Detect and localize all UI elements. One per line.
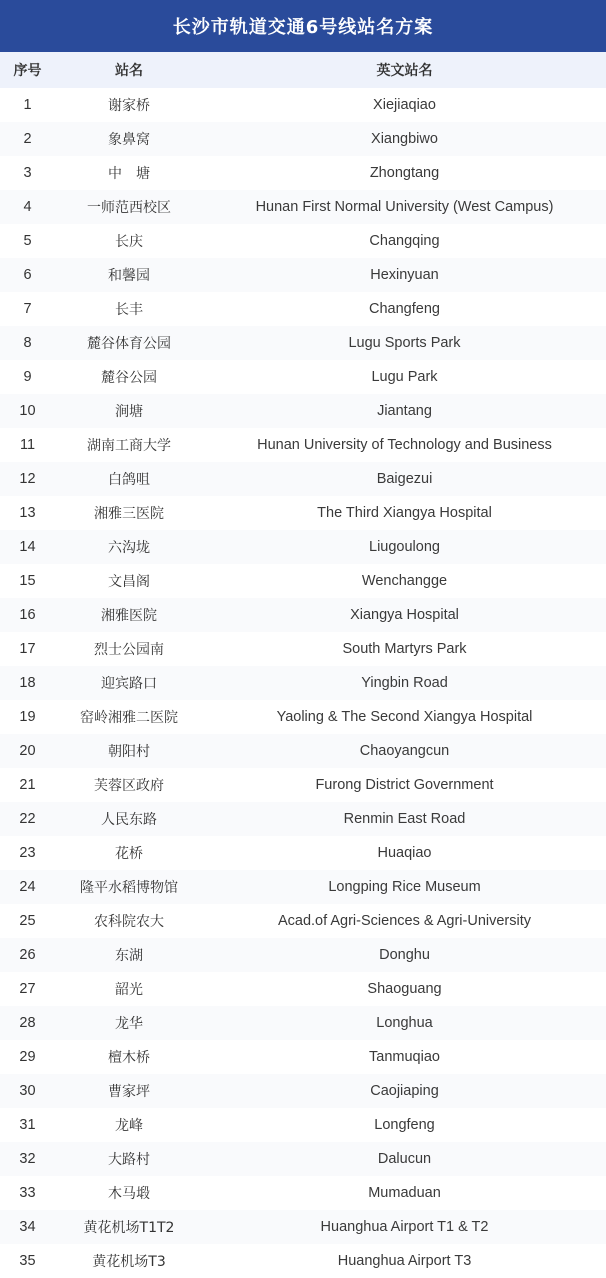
station-number: 25 (19, 913, 36, 929)
station-number: 9 (23, 369, 32, 385)
station-number: 32 (19, 1151, 36, 1167)
station-name-chinese: 文昌阁 (108, 574, 150, 590)
station-name-chinese: 谢家桥 (108, 98, 150, 114)
station-number: 16 (19, 607, 36, 623)
station-number: 21 (19, 777, 36, 793)
table-row (0, 666, 606, 700)
station-name-chinese: 大路村 (108, 1152, 150, 1168)
table-row (0, 1040, 606, 1074)
station-name-english: Hexinyuan (370, 267, 439, 283)
station-name-chinese: 朝阳村 (108, 744, 150, 760)
table-row (0, 258, 606, 292)
station-name-english: Longhua (376, 1015, 433, 1031)
station-table (0, 52, 606, 1278)
station-name-english: The Third Xiangya Hospital (317, 505, 492, 521)
station-name-chinese: 湘雅三医院 (94, 506, 164, 522)
station-number: 14 (19, 539, 36, 555)
station-name-english: Donghu (379, 947, 430, 963)
station-name-chinese: 和馨园 (108, 268, 150, 284)
station-name-chinese: 窑岭湘雅二医院 (80, 710, 178, 726)
station-name-english: Xiejiaqiao (373, 97, 436, 113)
station-name-english: Furong District Government (315, 777, 494, 793)
table-row (0, 768, 606, 802)
station-name-english: Dalucun (377, 1151, 432, 1167)
station-name-english: Zhongtang (369, 165, 440, 181)
table-row (0, 462, 606, 496)
table-row (0, 292, 606, 326)
station-name-english: Lugu Sports Park (348, 335, 461, 351)
station-number: 22 (19, 811, 36, 827)
station-name-english: Hunan First Normal University (West Campus) (255, 199, 554, 215)
station-name-chinese: 白鸽咀 (108, 472, 150, 488)
station-name-chinese: 一师范西校区 (87, 200, 171, 216)
station-name-chinese: 曹家坪 (108, 1084, 150, 1100)
station-name-chinese: 湖南工商大学 (87, 438, 171, 454)
station-name-chinese: 农科院农大 (94, 914, 164, 930)
station-name-chinese: 象鼻窝 (108, 132, 150, 148)
table-row (0, 88, 606, 122)
station-name-chinese: 麓谷公园 (101, 370, 157, 386)
table-row (0, 564, 606, 598)
station-name-english: Hunan University of Technology and Business (257, 437, 552, 453)
table-body (0, 88, 606, 1278)
station-number: 8 (23, 335, 32, 351)
station-name-english: Shaoguang (367, 981, 442, 997)
station-number: 4 (23, 199, 32, 215)
station-number: 35 (19, 1253, 36, 1269)
station-number: 3 (23, 165, 32, 181)
station-name-chinese: 韶光 (115, 982, 143, 998)
station-name-english: Xiangbiwo (371, 131, 438, 147)
station-number: 23 (19, 845, 36, 861)
station-name-english: Yingbin Road (361, 675, 448, 691)
table-row (0, 802, 606, 836)
station-name-chinese: 黄花机场T3 (92, 1254, 166, 1270)
station-name-english: Mumaduan (368, 1185, 441, 1201)
column-header-english-name: 英文站名 (376, 63, 433, 79)
station-number: 11 (19, 437, 36, 453)
station-name-english: Longping Rice Museum (328, 879, 481, 895)
station-number: 10 (19, 403, 36, 419)
station-number: 6 (23, 267, 32, 283)
table-row (0, 904, 606, 938)
station-number: 33 (19, 1185, 36, 1201)
station-name-chinese: 麓谷体育公园 (87, 336, 171, 352)
station-number: 30 (19, 1083, 36, 1099)
table-row (0, 632, 606, 666)
station-number: 31 (19, 1117, 36, 1133)
station-name-chinese: 木马塅 (108, 1186, 150, 1202)
station-name-english: Jiantang (377, 403, 432, 419)
station-name-english: Huanghua Airport T3 (337, 1253, 472, 1269)
station-number: 12 (19, 471, 36, 487)
table-row (0, 496, 606, 530)
station-number: 19 (19, 709, 36, 725)
table-row (0, 1244, 606, 1278)
table-row (0, 360, 606, 394)
table-row (0, 1074, 606, 1108)
station-number: 17 (19, 641, 36, 657)
station-name-chinese: 隆平水稻博物馆 (80, 880, 178, 896)
table-row (0, 530, 606, 564)
table-row (0, 734, 606, 768)
station-name-english: Renmin East Road (343, 811, 466, 827)
table-row (0, 122, 606, 156)
station-number: 5 (23, 233, 32, 249)
station-number: 24 (19, 879, 36, 895)
table-row (0, 938, 606, 972)
column-header-number: 序号 (13, 63, 42, 79)
station-name-english: Chaoyangcun (359, 743, 450, 759)
station-name-english: Wenchangge (361, 573, 448, 589)
table-header (0, 52, 606, 88)
station-name-english: Lugu Park (371, 369, 438, 385)
station-name-chinese: 黄花机场T1T2 (83, 1220, 175, 1236)
station-name-english: Tanmuqiao (369, 1049, 440, 1065)
table-row (0, 836, 606, 870)
table-row (0, 190, 606, 224)
station-name-english: Yaoling & The Second Xiangya Hospital (276, 709, 533, 725)
station-name-english: Xiangya Hospital (350, 607, 459, 623)
station-name-chinese: 龙峰 (115, 1118, 143, 1134)
table-row (0, 700, 606, 734)
station-number: 18 (19, 675, 36, 691)
station-number: 15 (19, 573, 36, 589)
station-number: 34 (19, 1219, 36, 1235)
station-name-chinese: 中 塘 (108, 166, 150, 182)
station-name-chinese: 湘雅医院 (101, 608, 157, 624)
table-row (0, 870, 606, 904)
station-name-english: Acad.of Agri-Sciences & Agri-University (277, 913, 532, 929)
station-number: 28 (19, 1015, 36, 1031)
table-row (0, 1142, 606, 1176)
table-row (0, 1006, 606, 1040)
table-row (0, 972, 606, 1006)
station-name-chinese: 六沟垅 (108, 540, 150, 556)
table-row (0, 156, 606, 190)
table-row (0, 1108, 606, 1142)
station-name-chinese: 迎宾路口 (101, 676, 157, 692)
table-row (0, 428, 606, 462)
station-name-chinese: 芙蓉区政府 (94, 778, 164, 794)
station-name-chinese: 涧塘 (115, 404, 143, 420)
station-name-english: Huaqiao (377, 845, 432, 861)
station-name-english: Liugoulong (369, 539, 440, 555)
station-name-chinese: 檀木桥 (108, 1050, 150, 1066)
table-row (0, 224, 606, 258)
table-row (0, 1210, 606, 1244)
station-name-english: South Martyrs Park (342, 641, 467, 657)
station-name-english: Changfeng (369, 301, 440, 317)
station-name-chinese: 人民东路 (101, 812, 157, 828)
table-row (0, 1176, 606, 1210)
table-row (0, 326, 606, 360)
station-name-chinese: 花桥 (115, 846, 143, 862)
station-name-english: Caojiaping (370, 1083, 439, 1099)
station-name-english: Changqing (369, 233, 440, 249)
station-name-chinese: 东湖 (115, 948, 143, 964)
station-name-english: Baigezui (376, 471, 433, 487)
station-name-chinese: 长丰 (115, 302, 143, 318)
station-number: 29 (19, 1049, 36, 1065)
station-number: 27 (19, 981, 36, 997)
station-name-english: Longfeng (374, 1117, 435, 1133)
station-name-english: Huanghua Airport T1 & T2 (320, 1219, 489, 1235)
table-row (0, 394, 606, 428)
station-number: 13 (19, 505, 36, 521)
table-row (0, 598, 606, 632)
page-title: 长沙市轨道交通6号线站名方案 (0, 0, 606, 52)
column-header-station-name: 站名 (115, 63, 143, 79)
station-name-chinese: 长庆 (115, 234, 143, 250)
station-number: 7 (23, 301, 32, 317)
station-number: 26 (19, 947, 36, 963)
table-header-row (0, 52, 606, 88)
station-number: 1 (23, 97, 32, 113)
station-number: 20 (19, 743, 36, 759)
station-name-chinese: 龙华 (115, 1016, 143, 1032)
station-number: 2 (23, 131, 32, 147)
station-name-chinese: 烈士公园南 (94, 642, 164, 658)
